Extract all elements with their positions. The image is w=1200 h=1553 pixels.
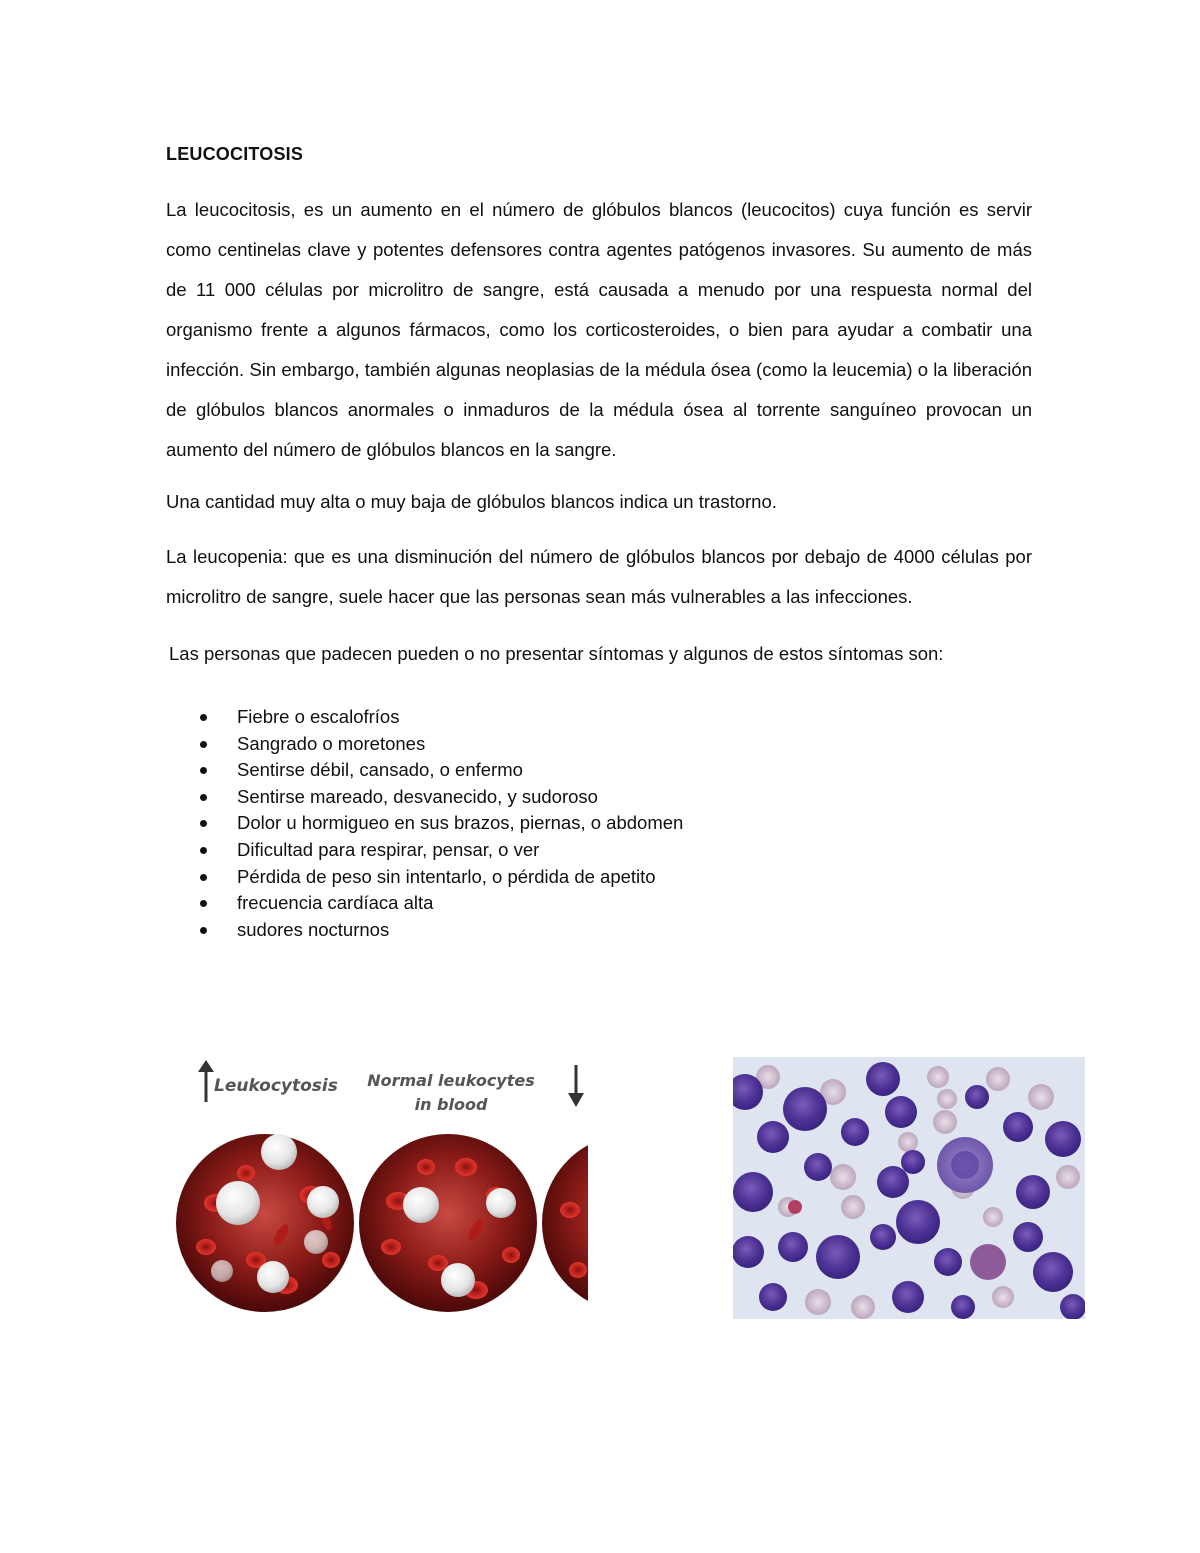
document-title: LEUCOCITOSIS — [166, 144, 304, 164]
bullet-icon — [200, 741, 207, 748]
list-item: Dolor u hormigueo en sus brazos, piernas, o abdomen — [200, 810, 683, 837]
label-leukocytosis: Leukocytosis — [214, 1076, 338, 1096]
list-item: Dificultad para respirar, pensar, o ver — [200, 837, 683, 864]
paragraph-disorder-note: Una cantidad muy alta o muy baja de glóbulos blancos indica un trastorno. — [166, 491, 777, 512]
leukocytosis-illustration-svg — [176, 1055, 588, 1317]
blood-sphere-leukopenia — [542, 1134, 588, 1312]
bullet-icon — [200, 820, 207, 827]
arrow-up-icon — [198, 1060, 214, 1102]
list-item: Sentirse mareado, desvanecido, y sudoroso — [200, 784, 683, 811]
list-item: Fiebre o escalofríos — [200, 704, 683, 731]
list-item: sudores nocturnos — [200, 917, 683, 944]
bullet-icon — [200, 714, 207, 721]
bullet-icon — [200, 900, 207, 907]
list-item: Sangrado o moretones — [200, 731, 683, 758]
bullet-icon — [200, 874, 207, 881]
blood-sphere-normal — [359, 1134, 537, 1312]
blood-smear-svg — [733, 1057, 1085, 1319]
arrow-down-icon — [568, 1065, 584, 1107]
leukocytosis-illustration — [176, 1055, 588, 1317]
blood-sphere-leukocytosis — [176, 1134, 354, 1312]
list-item: frecuencia cardíaca alta — [200, 890, 683, 917]
bullet-icon — [200, 847, 207, 854]
bullet-icon — [200, 927, 207, 934]
bullet-icon — [200, 767, 207, 774]
label-normal-line1: Normal leukocytes — [367, 1071, 535, 1090]
label-normal-line2: in blood — [414, 1095, 488, 1114]
bullet-icon — [200, 794, 207, 801]
paragraph-leucocitosis-definition: La leucocitosis, es un aumento en el número de glóbulos blancos (leucocitos) cuya función es servir como centinelas clave y potentes defensores contra agentes patógenos invasores. Su aumento de más de 11 000 células por microlitro de sangre, está causada a menudo por una respuesta normal del organismo frente a algunos fármacos, como los corticosteroides, o bien para ayudar a combatir una infección. Sin embargo, también algunas neoplasias de la médula ósea (como la leucemia) o la liberación de glóbulos blancos anormales o inmaduros de la médula ósea al torrente sanguíneo provocan un aumento del número de glóbulos blancos en la sangre. — [166, 199, 1032, 460]
list-item: Pérdida de peso sin intentarlo, o pérdida de apetito — [200, 864, 683, 891]
list-item: Sentirse débil, cansado, o enfermo — [200, 757, 683, 784]
paragraph-leucopenia: La leucopenia: que es una disminución del número de glóbulos blancos por debajo de 4000 células por microlitro de sangre, suele hacer que las personas sean más vulnerables a las infecciones. — [166, 546, 1032, 607]
paragraph-symptoms-intro: Las personas que padecen pueden o no presentar síntomas y algunos de estos síntomas son: — [169, 643, 944, 664]
blood-smear-micrograph — [733, 1057, 1085, 1319]
symptoms-list — [200, 704, 683, 943]
